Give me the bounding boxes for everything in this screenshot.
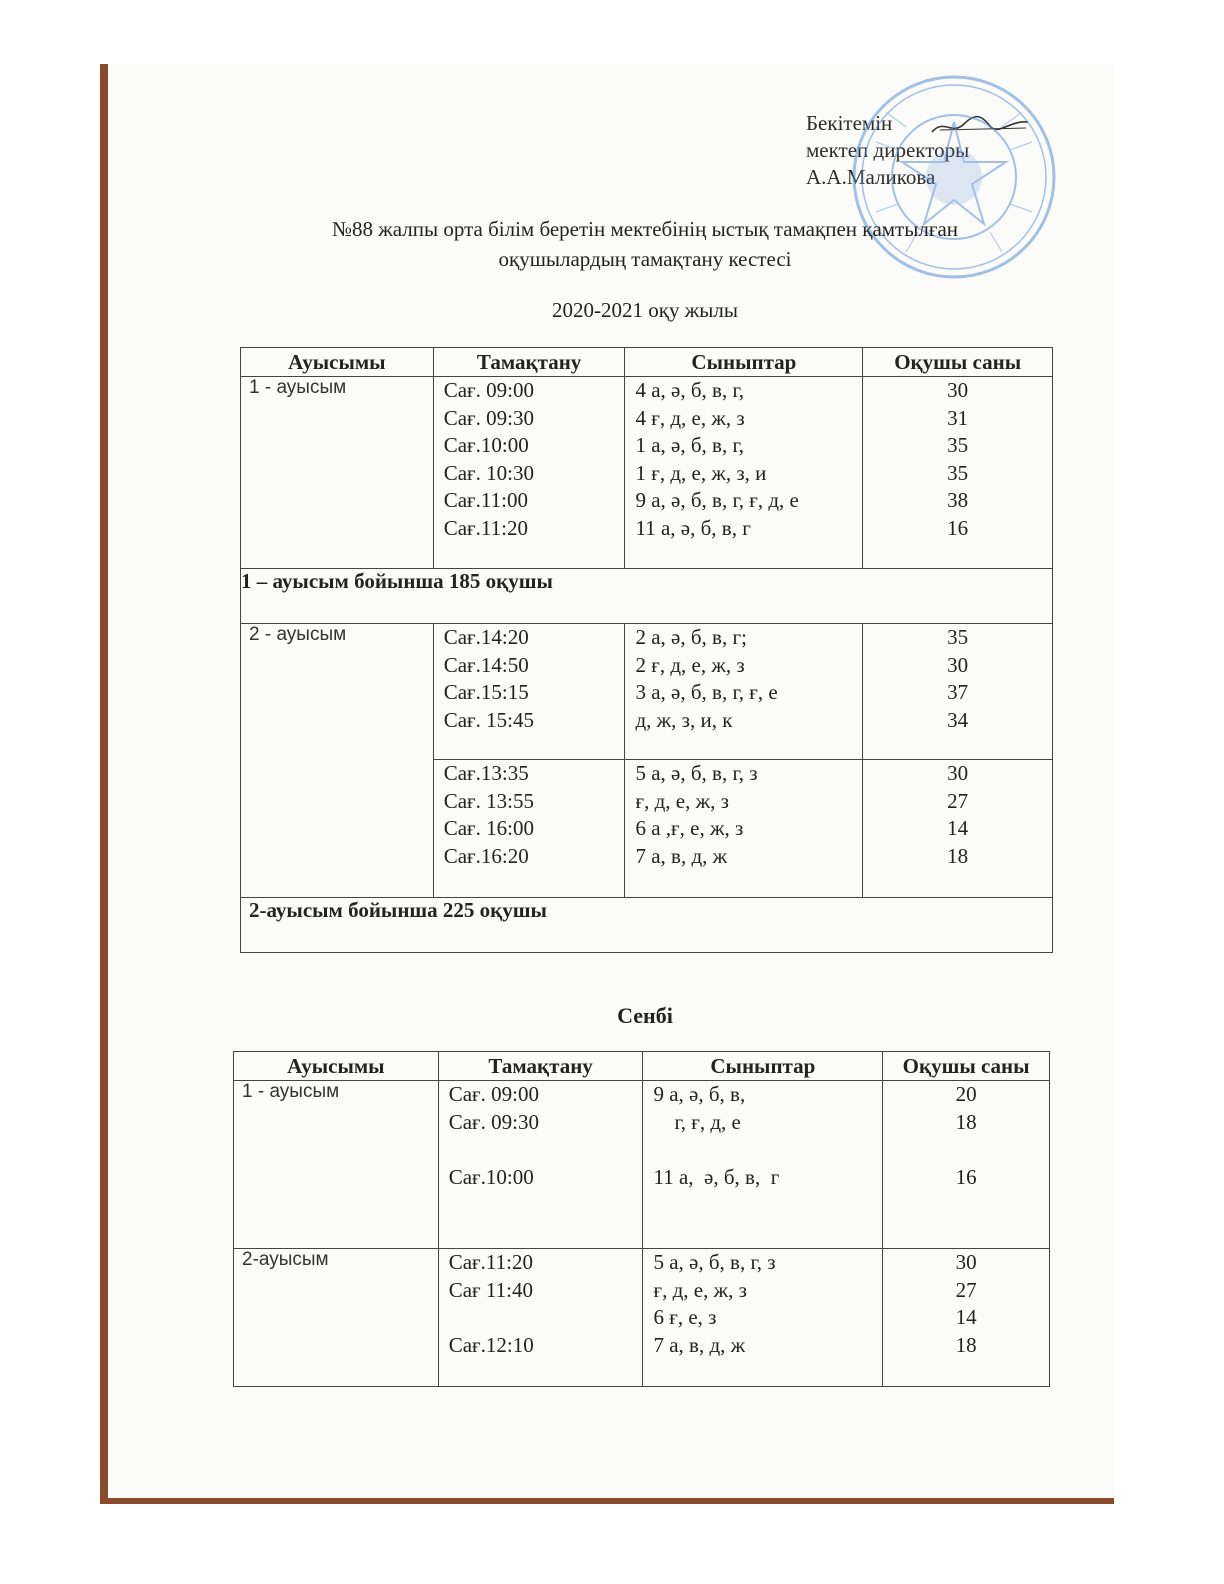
class-group: ғ, д, е, ж, з xyxy=(653,1277,747,1302)
approval-word: Бекітемін xyxy=(806,111,893,135)
header-meal-time: Тамақтану xyxy=(438,1052,643,1081)
class-group: 3 а, ә, б, в, г, ғ, е xyxy=(635,680,778,704)
class-group: 6 а ,ғ, е, ж, з xyxy=(635,816,744,840)
meal-time: Сағ. 13:55 xyxy=(443,788,535,813)
header-meal-time: Тамақтану xyxy=(433,348,625,377)
meal-time: Сағ.13:35 xyxy=(443,761,529,785)
paper-edge-bottom xyxy=(100,1498,1114,1504)
class-group: 9 а, ә, б, в, xyxy=(653,1082,746,1106)
classes-cell xyxy=(625,377,863,569)
meal-time: Сағ.15:15 xyxy=(443,680,529,704)
table-row xyxy=(241,377,1053,569)
student-count: 38 xyxy=(947,488,969,512)
meal-time: Сағ. 15:45 xyxy=(443,707,535,732)
shift-label: 2 - ауысым xyxy=(241,624,434,898)
meal-time xyxy=(449,1304,643,1332)
class-group: 5 а, ә, б, в, г, з xyxy=(635,761,758,785)
meal-time: Сағ.11:20 xyxy=(443,515,528,540)
weekday-schedule-table xyxy=(240,347,1053,953)
student-count: 14 xyxy=(947,816,969,840)
class-group: 4 а, ә, б, в, г, xyxy=(635,378,744,402)
student-count-cell xyxy=(883,1081,1050,1249)
student-count: 35 xyxy=(947,460,969,485)
student-count: 37 xyxy=(947,680,969,704)
student-count: 27 xyxy=(947,788,969,813)
classes-cell xyxy=(625,624,863,760)
academic-year: 2020-2021 оқу жылы xyxy=(552,298,738,322)
meal-time: Сағ.16:20 xyxy=(443,843,529,868)
student-count: 30 xyxy=(947,652,969,677)
header-shift: Ауысымы xyxy=(234,1052,439,1081)
student-count: 30 xyxy=(947,378,969,402)
student-count-cell xyxy=(863,760,1053,898)
meal-times-cell xyxy=(433,760,625,898)
student-count-cell xyxy=(863,377,1053,569)
class-group: 6 ғ, е, з xyxy=(653,1305,717,1329)
meal-times-cell xyxy=(438,1249,643,1387)
header-classes: Сыныптар xyxy=(625,348,863,377)
class-group: ғ, д, е, ж, з xyxy=(635,788,729,813)
class-group: 7 а, в, д, ж xyxy=(635,843,728,868)
student-count-cell xyxy=(883,1249,1050,1387)
class-group xyxy=(653,1136,882,1164)
meal-time: Сағ.11:20 xyxy=(448,1250,533,1274)
meal-time: Сағ. 16:00 xyxy=(443,816,535,840)
student-count: 20 xyxy=(955,1082,977,1106)
student-count: 30 xyxy=(947,761,969,785)
meal-time: Сағ.12:10 xyxy=(448,1332,534,1357)
shift-label: 1 - ауысым xyxy=(234,1081,439,1249)
meal-time: Сағ.10:00 xyxy=(443,433,529,457)
table-row xyxy=(241,624,1053,760)
saturday-schedule-table xyxy=(233,1051,1050,1387)
approval-name: А.А.Маликова xyxy=(806,165,936,189)
document-title xyxy=(240,214,1050,274)
class-group: 9 а, ә, б, в, г, ғ, д, е xyxy=(635,488,799,512)
student-count: 30 xyxy=(955,1250,977,1274)
meal-time: Сағ. 09:00 xyxy=(443,378,535,402)
student-count: 16 xyxy=(955,1164,977,1189)
meal-time: Сағ. 09:00 xyxy=(448,1082,540,1106)
meal-time: Сағ.14:20 xyxy=(443,625,529,649)
header-shift: Ауысымы xyxy=(241,348,434,377)
meal-time: Сағ. 10:30 xyxy=(443,460,535,485)
class-group: 7 а, в, д, ж xyxy=(653,1332,746,1357)
class-group: д, ж, з, и, к xyxy=(635,707,733,732)
student-count-cell xyxy=(863,624,1053,760)
student-count: 35 xyxy=(947,433,969,457)
paper-edge-left xyxy=(100,64,108,1504)
student-count: 31 xyxy=(947,405,969,430)
class-group: 11 а, ә, б, в, г xyxy=(635,515,751,540)
table-header-row xyxy=(241,348,1053,377)
meal-times-cell xyxy=(438,1081,643,1249)
shift-label: 1 - ауысым xyxy=(241,377,434,569)
meal-times-cell xyxy=(433,377,625,569)
student-count: 16 xyxy=(947,515,969,540)
shift-label: 2-ауысым xyxy=(234,1249,439,1387)
meal-time: Сағ.10:00 xyxy=(448,1164,534,1189)
class-group: 2 ғ, д, е, ж, з xyxy=(635,652,745,677)
meal-time: Сағ.14:50 xyxy=(443,652,529,677)
shift-total-row xyxy=(241,569,1053,624)
meal-time: Сағ. 09:30 xyxy=(448,1109,540,1134)
student-count: 35 xyxy=(947,625,969,649)
class-group: 1 а, ә, б, в, г, xyxy=(635,433,744,457)
class-group: 2 а, ә, б, в, г; xyxy=(635,625,747,649)
shift-total: 2-ауысым бойынша 225 оқушы xyxy=(241,898,1053,953)
header-classes: Сыныптар xyxy=(643,1052,883,1081)
table-header-row xyxy=(234,1052,1050,1081)
shift-total-row xyxy=(241,898,1053,953)
class-group: 4 ғ, д, е, ж, з xyxy=(635,405,745,430)
meal-time: Сағ 11:40 xyxy=(448,1277,533,1302)
table-row xyxy=(234,1081,1050,1249)
student-count: 18 xyxy=(947,843,969,868)
header-student-count: Оқушы саны xyxy=(863,348,1053,377)
classes-cell xyxy=(643,1081,883,1249)
shift-total: 1 – ауысым бойынша 185 оқушы xyxy=(241,569,1053,624)
student-count: 34 xyxy=(947,707,969,732)
class-group: 11 а, ә, б, в, г xyxy=(653,1164,780,1189)
title-line-2: оқушылардың тамақтану кестесі xyxy=(498,247,792,271)
table-row xyxy=(234,1249,1050,1387)
student-count: 27 xyxy=(955,1277,977,1302)
meal-times-cell xyxy=(433,624,625,760)
class-group: 1 ғ, д, е, ж, з, и xyxy=(635,460,767,485)
meal-time: Сағ.11:00 xyxy=(443,488,528,512)
title-line-1: №88 жалпы орта білім беретін мектебінің ыстық тамақпен қамтылған xyxy=(331,217,959,241)
classes-cell xyxy=(643,1249,883,1387)
meal-time: Сағ. 09:30 xyxy=(443,405,535,430)
student-count: 18 xyxy=(955,1109,977,1134)
classes-cell xyxy=(625,760,863,898)
class-group: 5 а, ә, б, в, г, з xyxy=(653,1250,776,1274)
approval-position: мектеп директоры xyxy=(806,138,970,162)
student-count xyxy=(883,1136,1049,1164)
saturday-heading: Сенбі xyxy=(617,1003,673,1028)
meal-time xyxy=(449,1136,643,1164)
student-count: 14 xyxy=(955,1305,977,1329)
student-count: 18 xyxy=(955,1332,977,1357)
class-group: г, ғ, д, е xyxy=(653,1109,741,1134)
header-student-count: Оқушы саны xyxy=(883,1052,1050,1081)
